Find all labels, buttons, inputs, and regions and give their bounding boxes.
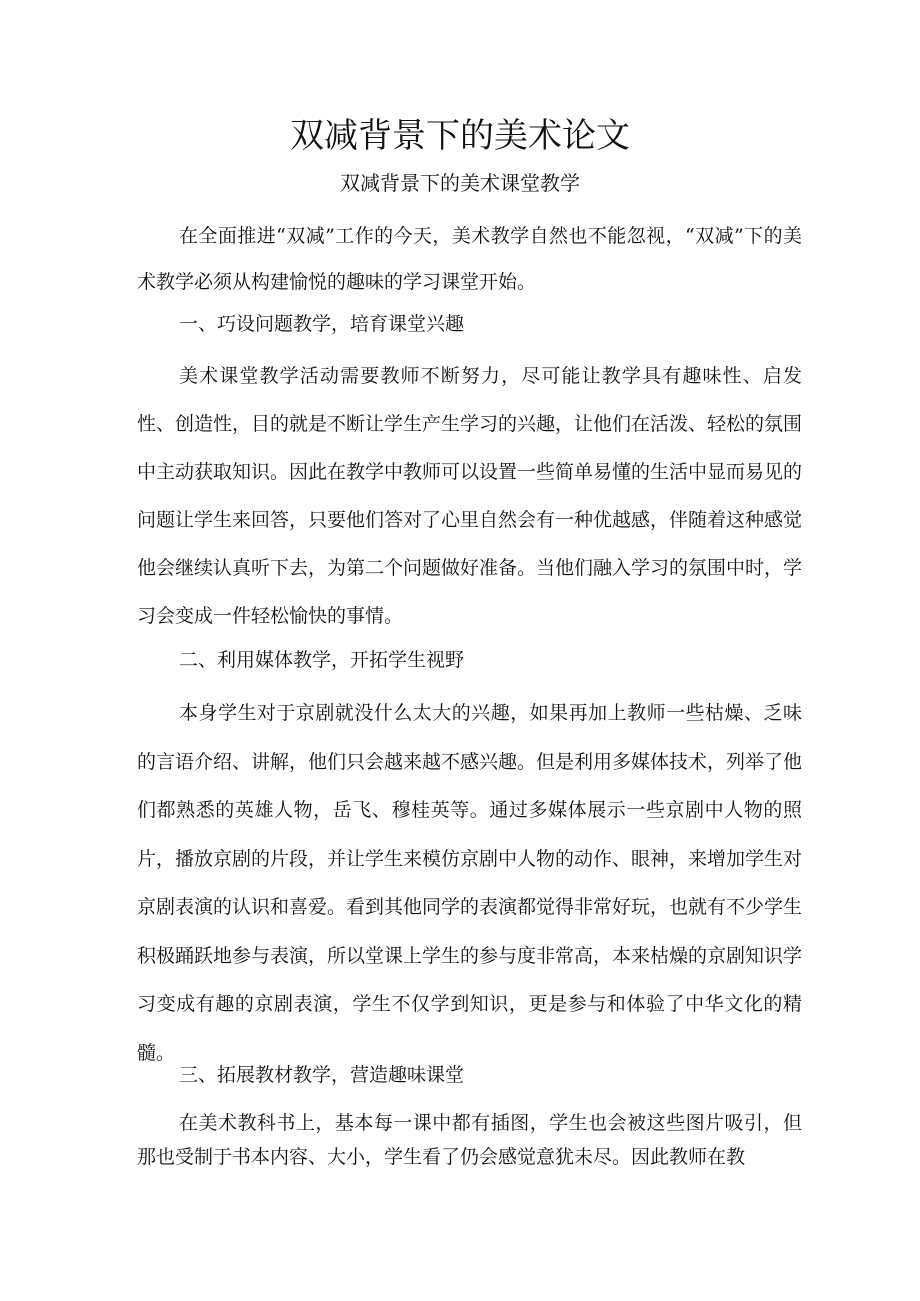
document-subtitle: 双减背景下的美术课堂教学 <box>340 171 580 195</box>
section-heading-2: 二、利用媒体教学，开拓学生视野 <box>179 649 465 671</box>
section-body-2: 本身学生对于京剧就没什么太大的兴趣，如果再加上教师一些枯燥、乏味的言语介绍、讲解，他们只会越来越不感兴趣。但是利用多媒体技术，列举了他们都熟悉的英雄人物，岳飞、穆桂英等。通过多媒体展示一些京剧中人物的照片，播放京剧的片段，并让学生来模仿京剧中人物的动作、眼神，来增加学生对京剧表演的认识和喜爱。看到其他同学的表演都觉得非常好玩，也就有不少学生积极踊跃地参与表演，所以堂课上学生的参与度非常高，本来枯燥的京剧知识学习变成有趣的京剧表演，学生不仅学到知识，更是参与和体验了中华文化的精髓。 <box>137 702 803 1064</box>
section-body-1: 美术课堂教学活动需要教师不断努力，尽可能让教学具有趣味性、启发性、创造性，目的就是不断让学生产生学习的兴趣，让他们在活泼、轻松的氛围中主动获取知识。因此在教学中教师可以设置一些简单易懂的生活中显而易见的问题让学生来回答，只要他们答对了心里自然会有一种优越感，伴随着这种感觉他会继续认真听下去，为第二个问题做好准备。当他们融入学习的氛围中时，学习会变成一件轻松愉快的事情。 <box>137 365 803 627</box>
section-heading-1: 一、巧设问题教学，培育课堂兴趣 <box>179 313 465 335</box>
intro-paragraph: 在全面推进“双减”工作的今天，美术教学自然也不能忽视，“双减”下的美术教学必须从构建愉悦的趣味的学习课堂开始。 <box>137 225 802 293</box>
section-heading-3: 三、拓展教材教学，营造趣味课堂 <box>179 1064 465 1086</box>
document-title: 双减背景下的美术论文 <box>290 116 630 156</box>
section-body-3: 在美术教科书上，基本每一课中都有插图，学生也会被这些图片吸引，但那也受制于书本内容、大小，学生看了仍会感觉意犹未尽。因此教师在教 <box>137 1112 802 1168</box>
